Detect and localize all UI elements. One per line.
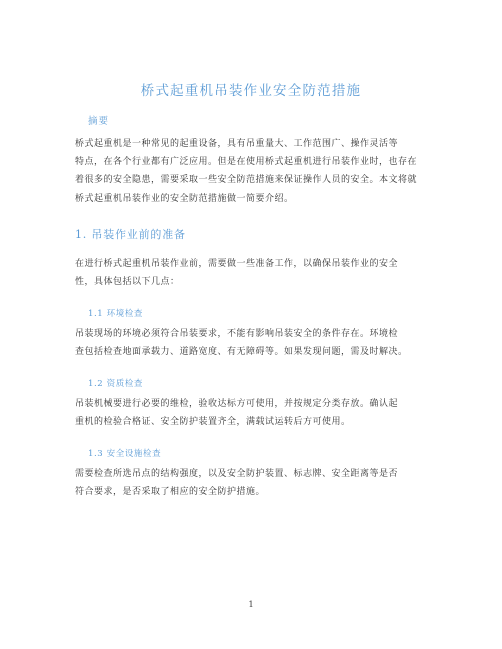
abstract-paragraph <box>75 135 427 208</box>
subsection-heading: 1.1 环境检查 <box>88 309 144 319</box>
subsection-line: 查包括检查地面承载力、道路宽度、有无障碍等。如果发现问题，需及时解决。 <box>75 347 408 358</box>
subsection-heading: 1.2 资质检查 <box>88 379 144 389</box>
abstract-line: 着很多的安全隐患，需要采取一些安全防范措施来保证操作人员的安全。本文将就 <box>75 175 418 186</box>
subsection-paragraph <box>75 325 427 361</box>
section-heading: 1. 吊装作业前的准备 <box>75 228 186 241</box>
subsection-paragraph <box>75 395 427 431</box>
section-intro-paragraph <box>75 255 427 291</box>
document-title: 桥式起重机吊装作业安全防范措施 <box>140 83 362 99</box>
section-intro-line: 在进行桥式起重机吊装作业前，需要做一些准备工作，以确保吊装作业的安全 <box>75 259 399 269</box>
subsection-line: 符合要求，是否采取了相应的安全防护措施。 <box>75 487 266 498</box>
page-number: 1 <box>248 600 254 609</box>
subsection-line: 重机的检验合格证、安全防护装置齐全，满载试运转后方可使用。 <box>75 417 351 428</box>
abstract-line: 特点，在各个行业都有广泛应用。但是在使用桥式起重机进行吊装作业时，也存在 <box>75 157 418 168</box>
subsection-line: 吊装机械要进行必要的维检，验收达标方可使用，并按规定分类存放。确认起 <box>75 399 399 409</box>
abstract-heading: 摘要 <box>88 116 110 127</box>
section-intro-line: 性，具体包括以下几点： <box>75 277 180 288</box>
subsection-paragraph <box>75 465 427 501</box>
subsection-line: 需要检查所选吊点的结构强度，以及安全防护装置、标志牌、安全距离等是否 <box>75 469 399 479</box>
subsection-heading: 1.3 安全设施检查 <box>88 449 162 459</box>
abstract-line: 桥式起重机是一种常见的起重设备，具有吊重量大、工作范围广、操作灵活等 <box>75 139 399 149</box>
abstract-line: 桥式起重机吊装作业的安全防范措施做一简要介绍。 <box>75 193 294 204</box>
subsection-line: 吊装现场的环境必须符合吊装要求，不能有影响吊装安全的条件存在。环境检 <box>75 329 399 339</box>
